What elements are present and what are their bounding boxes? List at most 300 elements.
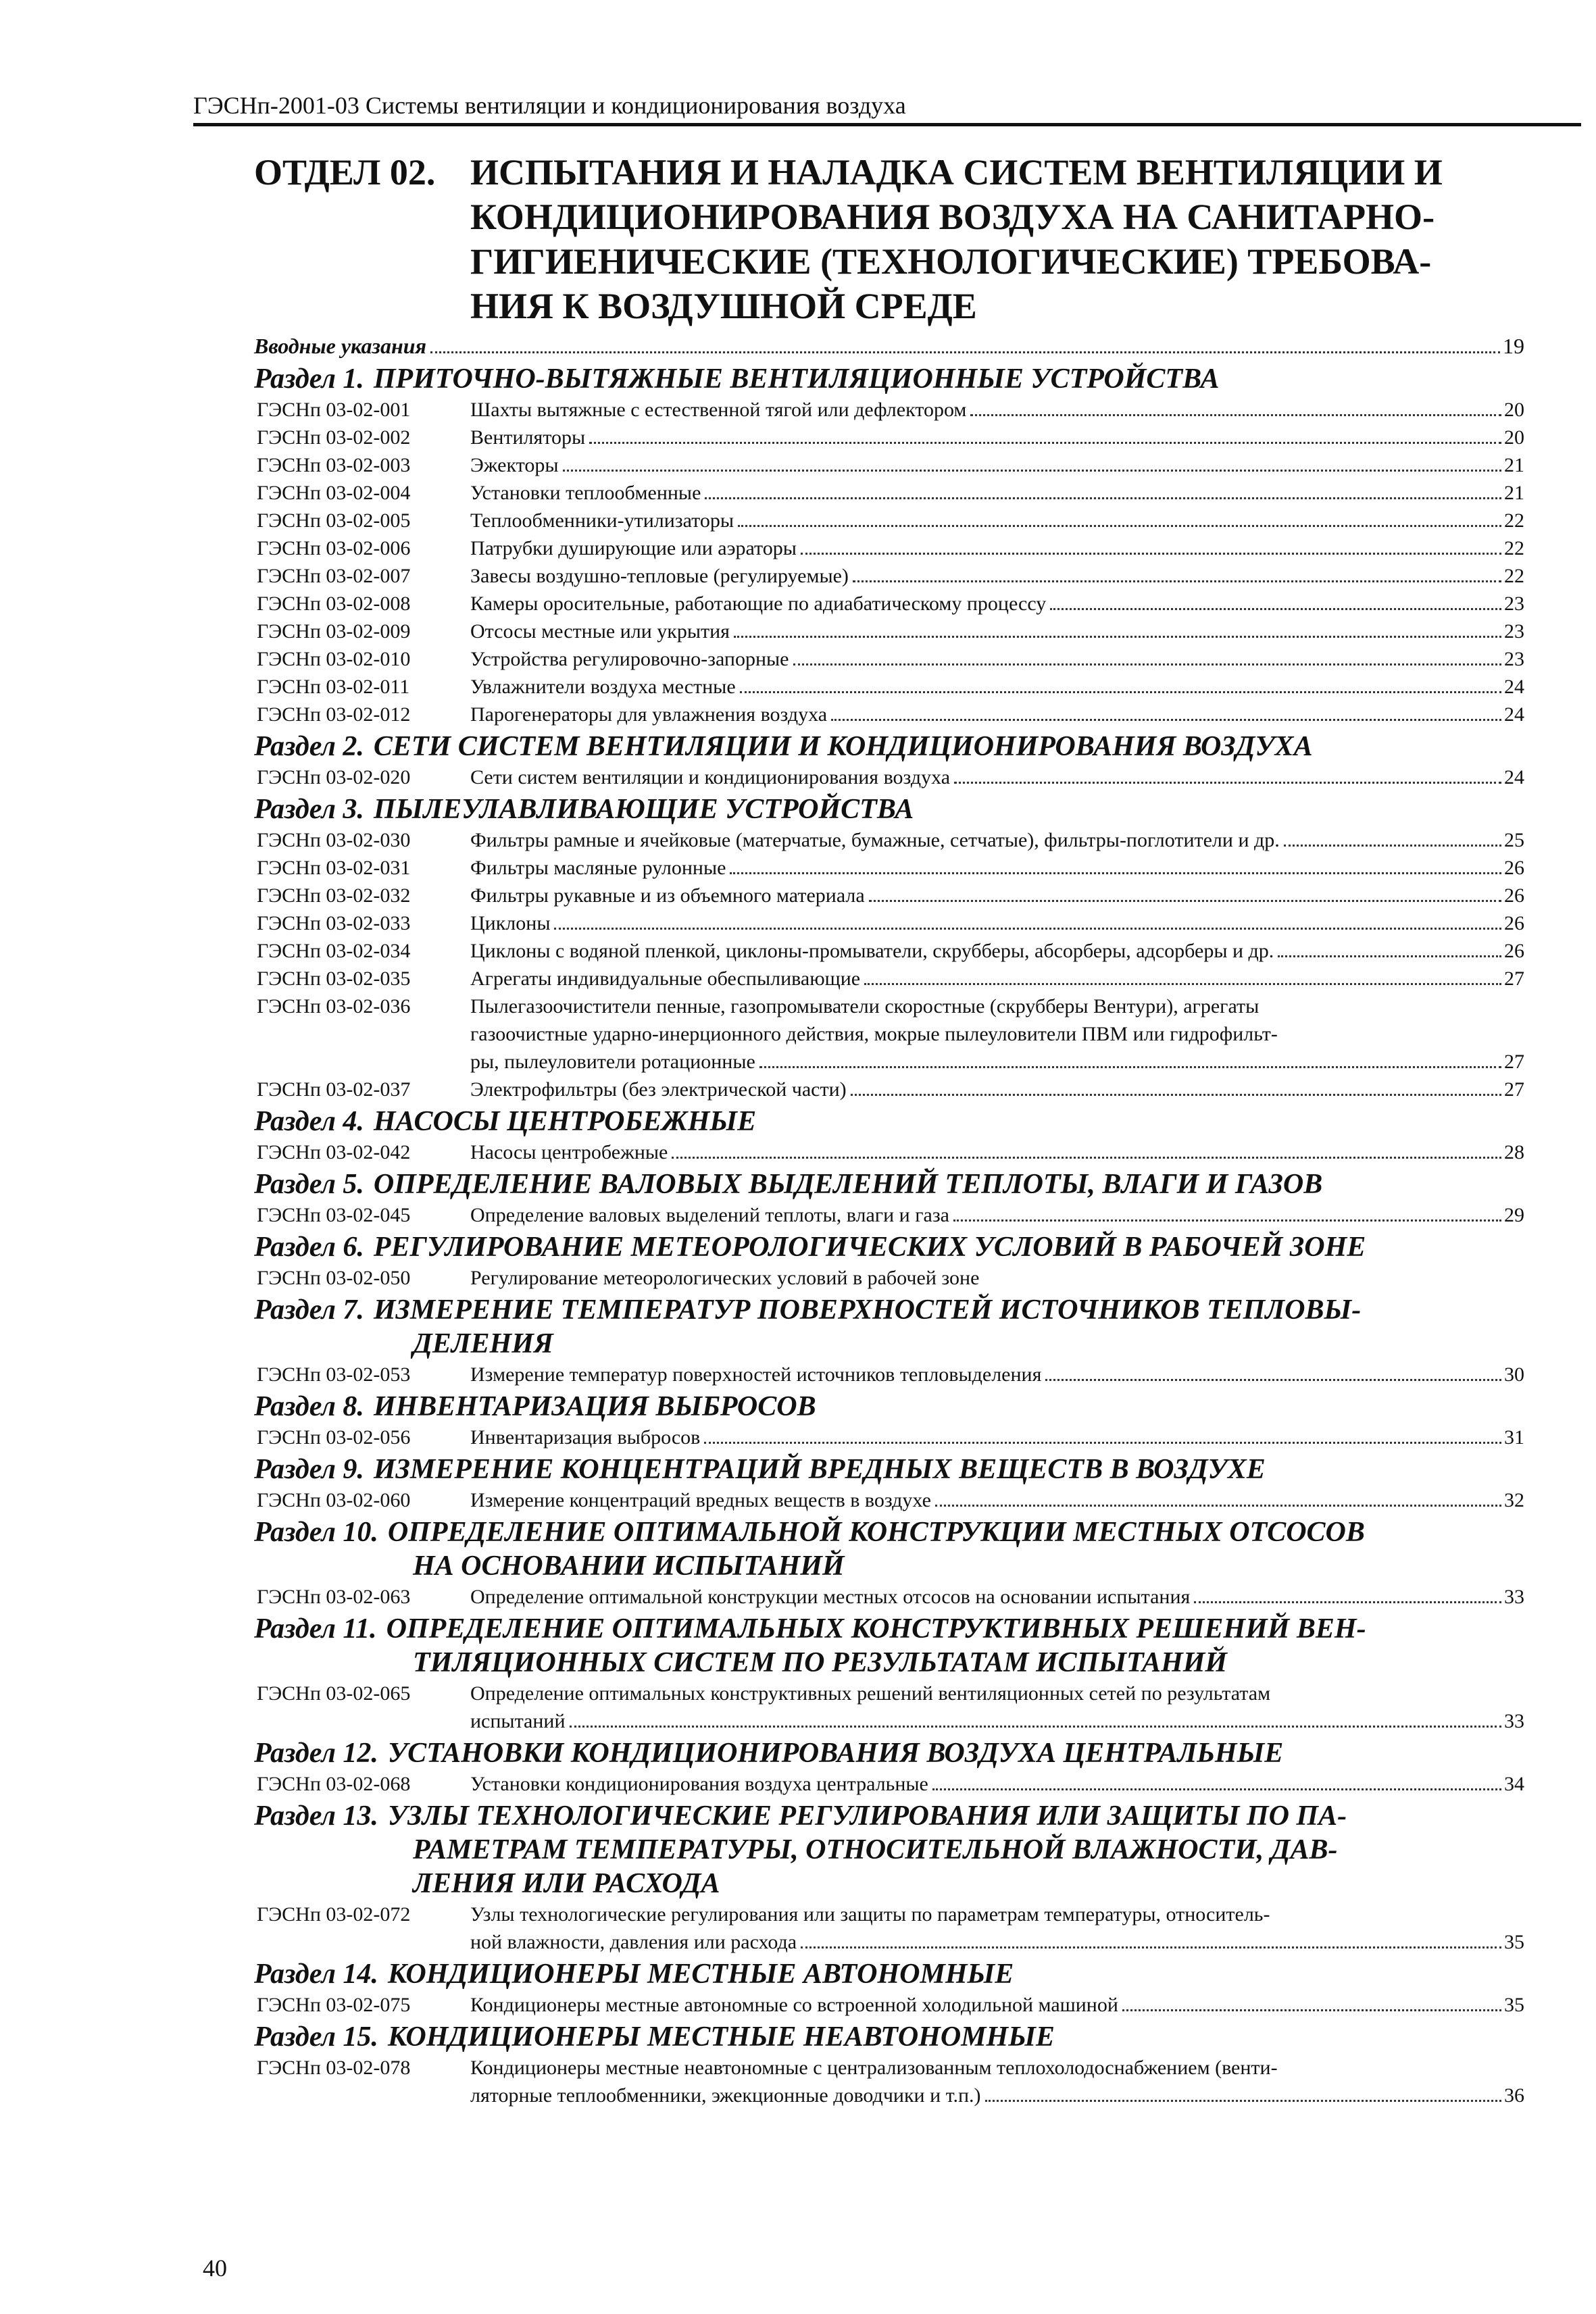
entry-title-last-line — [470, 424, 1524, 451]
entry-body — [470, 1680, 1524, 1735]
section-heading — [254, 793, 1524, 826]
leader-dots — [954, 782, 1501, 784]
toc-entry[interactable] — [254, 396, 1524, 424]
entry-title-last-line — [470, 882, 1524, 909]
entry-title: Кондиционеры местные автономные со встроенной холодильной машиной — [470, 1994, 1118, 2016]
leader-dots — [935, 1505, 1501, 1507]
section-heading-line — [254, 1612, 1524, 1646]
entry-title-line: Определение оптимальных конструктивных решений вентиляционных сетей по результатам — [470, 1682, 1271, 1705]
entry-title: Фильтры рукавные и из объемного материала — [470, 884, 865, 907]
leader-dots — [932, 1788, 1501, 1790]
section-heading-line — [254, 1799, 1524, 1833]
entry-code: ГЭСНп 03-02-068 — [257, 1773, 411, 1795]
entry-title: Измерение концентраций вредных веществ в воздухе — [470, 1489, 932, 1511]
section-heading — [254, 1390, 1524, 1424]
entry-title-last-line — [470, 1138, 1524, 1166]
entry-page: 27 — [1504, 1078, 1524, 1101]
entry-code: ГЭСНп 03-02-011 — [257, 676, 410, 698]
entry-title-line: газоочистные ударно-инерционного действия, мокрые пылеуловители ПВМ или гидрофильт- — [470, 1023, 1278, 1045]
entry-title-last-line — [470, 701, 1524, 728]
leader-dots — [793, 663, 1502, 665]
entry-title: ры, пылеуловители ротационные — [470, 1051, 755, 1073]
entry-body — [470, 826, 1524, 854]
entry-code: ГЭСНп 03-02-036 — [257, 995, 411, 1017]
toc-entry[interactable] — [254, 1264, 1524, 1292]
section-number: Раздел 2. — [254, 731, 364, 762]
section-title-continuation: ТИЛЯЦИОННЫХ СИСТЕМ ПО РЕЗУЛЬТАТАМ ИСПЫТАНИЙ — [413, 1647, 1228, 1678]
toc-entry[interactable] — [254, 645, 1524, 673]
entry-title: Агрегаты индивидуальные обеспыливающие — [470, 967, 861, 990]
entry-page: 24 — [1504, 766, 1524, 788]
entry-title: Шахты вытяжные с естественной тягой или дефлектором — [470, 399, 967, 421]
entry-title-last-line — [470, 673, 1524, 701]
entry-body — [470, 562, 1524, 590]
section-title-continuation: ЛЕНИЯ ИЛИ РАСХОДА — [413, 1868, 720, 1899]
section-heading-line — [254, 1515, 1524, 1549]
entry-body — [470, 479, 1524, 507]
section-title: НАСОСЫ ЦЕНТРОБЕЖНЫЕ — [373, 1106, 757, 1137]
section-number: Раздел 9. — [254, 1454, 364, 1485]
entry-body — [470, 1361, 1524, 1388]
entry-page: 21 — [1504, 482, 1524, 504]
entry-title: Определение валовых выделений теплоты, влаги и газа — [470, 1204, 949, 1226]
entry-code: ГЭСНп 03-02-033 — [257, 912, 411, 934]
entry-body — [470, 909, 1524, 937]
section-heading-line — [254, 1293, 1524, 1327]
section-heading — [254, 1799, 1524, 1901]
entry-code: ГЭСНп 03-02-032 — [257, 884, 411, 907]
entry-body — [470, 673, 1524, 701]
section-title: ОПРЕДЕЛЕНИЕ ОПТИМАЛЬНОЙ КОНСТРУКЦИИ МЕСТНЫХ ОТСОСОВ — [387, 1517, 1365, 1548]
section-title-continuation: РАМЕТРАМ ТЕМПЕРАТУРЫ, ОТНОСИТЕЛЬНОЙ ВЛАЖНОСТИ, ДАВ- — [413, 1834, 1338, 1865]
leader-dots — [589, 442, 1501, 444]
toc-entry[interactable] — [254, 424, 1524, 451]
leader-dots — [672, 1157, 1501, 1159]
entry-body — [470, 1901, 1524, 1956]
leader-dots — [554, 928, 1501, 930]
entry-body — [470, 590, 1524, 618]
entry-code: ГЭСНп 03-02-007 — [257, 565, 411, 587]
entry-body — [470, 1424, 1524, 1451]
entry-page: 34 — [1504, 1773, 1524, 1795]
section-heading-line — [254, 730, 1524, 763]
leader-dots — [953, 1219, 1501, 1222]
running-header: ГЭСНп-2001-03 Системы вентиляции и кондиционирования воздуха — [193, 91, 1581, 126]
entry-title: Вентиляторы — [470, 426, 586, 449]
entry-page: 30 — [1504, 1363, 1524, 1386]
entry-body — [470, 645, 1524, 673]
entry-page: 26 — [1504, 857, 1524, 879]
section-title: УЗЛЫ ТЕХНОЛОГИЧЕСКИЕ РЕГУЛИРОВАНИЯ ИЛИ ЗАЩИТЫ ПО ПА- — [387, 1801, 1347, 1832]
section-title: ИЗМЕРЕНИЕ ТЕМПЕРАТУР ПОВЕРХНОСТЕЙ ИСТОЧНИКОВ ТЕПЛОВЫ- — [373, 1294, 1362, 1326]
entry-code: ГЭСНп 03-02-009 — [257, 620, 411, 643]
entry-code: ГЭСНп 03-02-078 — [257, 2057, 411, 2079]
entry-title-last-line — [470, 909, 1524, 937]
entry-title: Регулирование метеорологических условий в рабочей зоне — [470, 1267, 980, 1289]
leader-dots — [1050, 608, 1501, 610]
entry-code: ГЭСНп 03-02-060 — [257, 1489, 411, 1511]
toc-entry[interactable] — [254, 562, 1524, 590]
entry-page: 25 — [1504, 829, 1524, 851]
entry-title-last-line — [470, 1583, 1524, 1611]
leader-dots — [864, 983, 1501, 985]
leader-dots — [705, 497, 1501, 499]
entry-body — [470, 1486, 1524, 1514]
entry-page: 32 — [1504, 1489, 1524, 1511]
entry-body — [470, 1770, 1524, 1798]
entry-title: ляторные теплообменники, эжекционные доводчики и т.п.) — [470, 2084, 981, 2107]
leader-dots — [740, 691, 1501, 693]
entry-title: Теплообменники-утилизаторы — [470, 509, 734, 532]
entry-page: 22 — [1504, 565, 1524, 587]
section-heading — [254, 1957, 1524, 1991]
toc-entry[interactable] — [254, 909, 1524, 937]
section-number: Раздел 5. — [254, 1169, 364, 1200]
section-number: Раздел 8. — [254, 1391, 364, 1422]
section-title: ОПРЕДЕЛЕНИЕ ВАЛОВЫХ ВЫДЕЛЕНИЙ ТЕПЛОТЫ, ВЛАГИ И ГАЗОВ — [373, 1169, 1323, 1200]
entry-code: ГЭСНп 03-02-006 — [257, 537, 411, 559]
page-number: 40 — [203, 2255, 227, 2282]
toc-entry[interactable] — [254, 534, 1524, 562]
section-heading — [254, 1736, 1524, 1770]
toc-entry[interactable] — [254, 673, 1524, 701]
entry-title-last-line — [470, 1201, 1524, 1229]
section-heading-line — [254, 1957, 1524, 1991]
toc-entry[interactable] — [254, 882, 1524, 909]
entry-title-last-line — [470, 396, 1524, 424]
entry-title-last-line — [470, 965, 1524, 992]
entry-code: ГЭСНп 03-02-004 — [257, 482, 411, 504]
section-heading — [254, 2020, 1524, 2054]
entry-body — [470, 507, 1524, 534]
leader-dots — [801, 1946, 1501, 1948]
section-title: ПРИТОЧНО-ВЫТЯЖНЫЕ ВЕНТИЛЯЦИОННЫЕ УСТРОЙСТВА — [373, 363, 1220, 395]
section-heading — [254, 1515, 1524, 1583]
entry-title: испытаний — [470, 1710, 566, 1732]
entry-page: 23 — [1504, 593, 1524, 615]
leader-dots — [430, 351, 1500, 353]
entry-code: ГЭСНп 03-02-035 — [257, 967, 411, 990]
leader-dots — [1284, 845, 1501, 847]
entry-title: Установки кондиционирования воздуха центральные — [470, 1773, 928, 1795]
entry-code: ГЭСНп 03-02-075 — [257, 1994, 411, 2016]
section-heading-line — [254, 1105, 1524, 1138]
section-heading — [254, 1230, 1524, 1264]
entry-title-line: Кондиционеры местные неавтономные с централизованным теплохолодоснабжением (венти- — [470, 2057, 1278, 2079]
entry-page: 26 — [1504, 940, 1524, 962]
entry-body — [470, 1138, 1524, 1166]
entry-page: 23 — [1504, 620, 1524, 643]
section-heading-line — [254, 1453, 1524, 1486]
toc-entry[interactable] — [254, 590, 1524, 618]
department-number: ОТДЕЛ 02. — [254, 152, 436, 193]
entry-title-last-line — [470, 507, 1524, 534]
entry-title: Измерение температур поверхностей источников тепловыделения — [470, 1363, 1042, 1386]
entry-title-line: Пылегазоочистители пенные, газопромыватели скоростные (скрубберы Вентури), агрегаты — [470, 995, 1260, 1017]
department-title-line: ГИГИЕНИЧЕСКИЕ (ТЕХНОЛОГИЧЕСКИЕ) ТРЕБОВА- — [470, 241, 1432, 282]
leader-dots — [985, 2100, 1501, 2102]
toc-entry[interactable] — [254, 1076, 1524, 1103]
entry-title-last-line — [470, 1707, 1524, 1735]
section-title-continuation: НА ОСНОВАНИИ ИСПЫТАНИЙ — [413, 1551, 845, 1582]
entry-title-last-line — [470, 562, 1524, 590]
entry-body — [470, 701, 1524, 728]
entry-page: 20 — [1504, 399, 1524, 421]
entry-title-last-line — [470, 618, 1524, 645]
entry-title: Эжекторы — [470, 454, 559, 476]
section-number: Раздел 12. — [254, 1738, 378, 1769]
entry-page: 24 — [1504, 703, 1524, 726]
entry-code: ГЭСНп 03-02-003 — [257, 454, 411, 476]
entry-code: ГЭСНп 03-02-072 — [257, 1903, 411, 1926]
section-title: ПЫЛЕУЛАВЛИВАЮЩИЕ УСТРОЙСТВА — [373, 794, 914, 825]
section-heading — [254, 1612, 1524, 1680]
entry-title-line: Узлы технологические регулирования или защиты по параметрам температуры, относитель- — [470, 1903, 1270, 1926]
entry-title: Установки теплообменные — [470, 482, 701, 504]
section-title: ИЗМЕРЕНИЕ КОНЦЕНТРАЦИЙ ВРЕДНЫХ ВЕЩЕСТВ В ВОЗДУХЕ — [373, 1454, 1266, 1485]
intro-page: 19 — [1503, 334, 1524, 358]
toc-entry[interactable] — [254, 1138, 1524, 1166]
toc-entry[interactable] — [254, 507, 1524, 534]
entry-code: ГЭСНп 03-02-056 — [257, 1426, 411, 1449]
leader-dots — [1045, 1379, 1501, 1381]
entry-title-last-line — [470, 479, 1524, 507]
section-number: Раздел 15. — [254, 2021, 378, 2053]
toc-entry[interactable] — [254, 826, 1524, 854]
department-title-line: НИЯ К ВОЗДУШНОЙ СРЕДЕ — [470, 286, 977, 326]
leader-dots — [734, 636, 1501, 638]
leader-dots — [801, 553, 1501, 555]
entry-code: ГЭСНп 03-02-002 — [257, 426, 411, 449]
entry-title-last-line — [470, 645, 1524, 673]
section-heading-line — [254, 2020, 1524, 2054]
section-title: СЕТИ СИСТЕМ ВЕНТИЛЯЦИИ И КОНДИЦИОНИРОВАНИЯ ВОЗДУХА — [373, 731, 1313, 762]
entry-title-last-line — [470, 1076, 1524, 1103]
entry-code: ГЭСНп 03-02-008 — [257, 593, 411, 615]
entry-title: Устройства регулировочно-запорные — [470, 648, 789, 670]
leader-dots — [563, 470, 1501, 472]
entry-code: ГЭСНп 03-02-034 — [257, 940, 411, 962]
entry-body — [470, 763, 1524, 791]
entry-page: 33 — [1504, 1710, 1524, 1732]
entry-page: 23 — [1504, 648, 1524, 670]
section-number: Раздел 4. — [254, 1106, 364, 1137]
entry-title-last-line — [470, 854, 1524, 882]
entry-title: Патрубки душирующие или аэраторы — [470, 537, 797, 559]
entry-code: ГЭСНп 03-02-031 — [257, 857, 411, 879]
section-heading-line — [254, 1736, 1524, 1770]
section-heading — [254, 1167, 1524, 1201]
entry-body — [470, 1201, 1524, 1229]
leader-dots — [1194, 1601, 1501, 1603]
entry-title: Фильтры масляные рулонные — [470, 857, 726, 879]
section-heading — [254, 730, 1524, 763]
entry-page: 31 — [1504, 1426, 1524, 1449]
section-number: Раздел 11. — [254, 1613, 377, 1644]
toc-entry[interactable] — [254, 451, 1524, 479]
entry-title: Циклоны с водяной пленкой, циклоны-промыватели, скрубберы, абсорберы, адсорберы и др. — [470, 940, 1274, 962]
toc-entry[interactable] — [254, 1991, 1524, 2019]
entry-title-last-line — [470, 1928, 1524, 1956]
section-heading-line — [254, 362, 1524, 396]
toc-entry[interactable] — [254, 1486, 1524, 1514]
leader-dots — [759, 1066, 1501, 1068]
entry-code: ГЭСНп 03-02-053 — [257, 1363, 411, 1386]
department-title — [254, 150, 1524, 328]
entry-title: Парогенераторы для увлажнения воздуха — [470, 703, 828, 726]
entry-code: ГЭСНп 03-02-030 — [257, 829, 411, 851]
entry-title: Фильтры рамные и ячейковые (матерчатые, бумажные, сетчатые), фильтры-поглотители и др. — [470, 829, 1280, 851]
toc-entry[interactable] — [254, 1901, 1524, 1956]
entry-code: ГЭСНп 03-02-065 — [257, 1682, 411, 1705]
entry-page: 33 — [1504, 1586, 1524, 1608]
entry-title-last-line — [470, 763, 1524, 791]
entry-code: ГЭСНп 03-02-005 — [257, 509, 411, 532]
entry-page: 26 — [1504, 912, 1524, 934]
section-number: Раздел 3. — [254, 794, 364, 825]
entry-title-last-line — [470, 2082, 1524, 2109]
entry-title: Камеры оросительные, работающие по адиабатическому процессу — [470, 593, 1047, 615]
entry-body — [470, 618, 1524, 645]
entry-body — [470, 534, 1524, 562]
entry-code: ГЭСНп 03-02-063 — [257, 1586, 411, 1608]
entry-body — [470, 854, 1524, 882]
toc-entry[interactable] — [254, 618, 1524, 645]
entry-title-last-line — [470, 1048, 1524, 1076]
section-title: ИНВЕНТАРИЗАЦИЯ ВЫБРОСОВ — [373, 1391, 816, 1422]
entry-body — [470, 937, 1524, 965]
entry-page: 29 — [1504, 1204, 1524, 1226]
entry-page: 26 — [1504, 884, 1524, 907]
entry-body — [470, 451, 1524, 479]
section-number: Раздел 1. — [254, 363, 364, 395]
entry-code: ГЭСНп 03-02-020 — [257, 766, 411, 788]
entry-title-last-line — [470, 1486, 1524, 1514]
section-heading-line — [254, 1390, 1524, 1424]
section-heading — [254, 1453, 1524, 1486]
toc-entry[interactable] — [254, 701, 1524, 728]
section-title: КОНДИЦИОНЕРЫ МЕСТНЫЕ АВТОНОМНЫЕ — [387, 1959, 1014, 1990]
entry-page: 24 — [1504, 676, 1524, 698]
toc-entry[interactable] — [254, 965, 1524, 992]
section-heading-line — [254, 1167, 1524, 1201]
department-title-line: КОНДИЦИОНИРОВАНИЯ ВОЗДУХА НА САНИТАРНО- — [470, 197, 1435, 237]
leader-dots — [1122, 2009, 1501, 2011]
section-heading-line — [254, 793, 1524, 826]
section-heading-line — [254, 1230, 1524, 1264]
leader-dots — [704, 1442, 1501, 1444]
toc-entry[interactable] — [254, 937, 1524, 965]
leader-dots — [970, 414, 1501, 416]
entry-page: 36 — [1504, 2084, 1524, 2107]
intro-title: Вводные указания — [254, 334, 426, 358]
entry-code: ГЭСНп 03-02-050 — [257, 1267, 411, 1289]
entry-title-last-line — [470, 1264, 1524, 1292]
section-title: ОПРЕДЕЛЕНИЕ ОПТИМАЛЬНЫХ КОНСТРУКТИВНЫХ РЕШЕНИЙ ВЕН- — [386, 1613, 1366, 1644]
entry-body — [470, 396, 1524, 424]
section-title: КОНДИЦИОНЕРЫ МЕСТНЫЕ НЕАВТОНОМНЫЕ — [387, 2021, 1055, 2053]
entry-title: Насосы центробежные — [470, 1141, 668, 1163]
toc-entry[interactable] — [254, 1424, 1524, 1451]
toc-entry[interactable] — [254, 992, 1524, 1076]
entry-title-last-line — [470, 1361, 1524, 1388]
entry-code: ГЭСНп 03-02-010 — [257, 648, 411, 670]
entry-title: ной влажности, давления или расхода — [470, 1931, 797, 1953]
section-number: Раздел 14. — [254, 1959, 378, 1990]
leader-dots — [831, 719, 1501, 721]
entry-title: Инвентаризация выбросов — [470, 1426, 701, 1449]
toc-entry[interactable] — [254, 1201, 1524, 1229]
department-title-line: ИСПЫТАНИЯ И НАЛАДКА СИСТЕМ ВЕНТИЛЯЦИИ И — [470, 152, 1443, 193]
entry-body — [470, 1583, 1524, 1611]
entry-body — [470, 965, 1524, 992]
section-number: Раздел 13. — [254, 1801, 378, 1832]
leader-dots — [869, 900, 1501, 902]
leader-dots — [730, 872, 1501, 874]
leader-dots — [570, 1726, 1501, 1728]
table-of-contents — [254, 331, 1524, 2109]
entry-title-last-line — [470, 1770, 1524, 1798]
entry-body — [470, 1991, 1524, 2019]
entry-title: Определение оптимальной конструкции местных отсосов на основании испытания — [470, 1586, 1191, 1608]
section-heading — [254, 1293, 1524, 1361]
leader-dots — [1278, 955, 1501, 957]
entry-code: ГЭСНп 03-02-045 — [257, 1204, 411, 1226]
entry-body — [470, 2054, 1524, 2109]
entry-title-last-line — [470, 451, 1524, 479]
entry-title: Электрофильтры (без электрической части) — [470, 1078, 847, 1101]
entry-body — [470, 992, 1524, 1076]
section-title: РЕГУЛИРОВАНИЕ МЕТЕОРОЛОГИЧЕСКИХ УСЛОВИЙ В РАБОЧЕЙ ЗОНЕ — [373, 1232, 1366, 1263]
section-heading — [254, 1105, 1524, 1138]
toc-entry[interactable] — [254, 1770, 1524, 1798]
entry-page: 27 — [1504, 1051, 1524, 1073]
entry-title: Увлажнители воздуха местные — [470, 676, 736, 698]
section-title-continuation: ДЕЛЕНИЯ — [413, 1328, 553, 1359]
entry-title: Отсосы местные или укрытия — [470, 620, 730, 643]
entry-page: 20 — [1504, 426, 1524, 449]
toc-entry[interactable] — [254, 2054, 1524, 2109]
entry-title-last-line — [470, 1991, 1524, 2019]
entry-title: Циклоны — [470, 912, 551, 934]
entry-title-last-line — [470, 1424, 1524, 1451]
entry-code: ГЭСНп 03-02-012 — [257, 703, 411, 726]
toc-entry[interactable] — [254, 854, 1524, 882]
section-number: Раздел 7. — [254, 1294, 364, 1326]
entry-page: 35 — [1504, 1931, 1524, 1953]
entry-title: Завесы воздушно-тепловые (регулируемые) — [470, 565, 849, 587]
intro-entry[interactable] — [254, 331, 1524, 361]
toc-entry[interactable] — [254, 1583, 1524, 1611]
toc-entry[interactable] — [254, 1361, 1524, 1388]
toc-entry[interactable] — [254, 479, 1524, 507]
entry-body — [470, 1076, 1524, 1103]
entry-page: 22 — [1504, 509, 1524, 532]
toc-entry[interactable] — [254, 763, 1524, 791]
entry-body — [470, 1264, 1524, 1292]
entry-body — [470, 882, 1524, 909]
entry-page: 35 — [1504, 1994, 1524, 2016]
leader-dots — [853, 580, 1501, 582]
toc-entry[interactable] — [254, 1680, 1524, 1735]
entry-title-last-line — [470, 826, 1524, 854]
section-heading — [254, 362, 1524, 396]
entry-title-last-line — [470, 937, 1524, 965]
entry-title-last-line — [470, 590, 1524, 618]
entry-page: 28 — [1504, 1141, 1524, 1163]
section-number: Раздел 10. — [254, 1517, 378, 1548]
entry-title-last-line — [470, 534, 1524, 562]
